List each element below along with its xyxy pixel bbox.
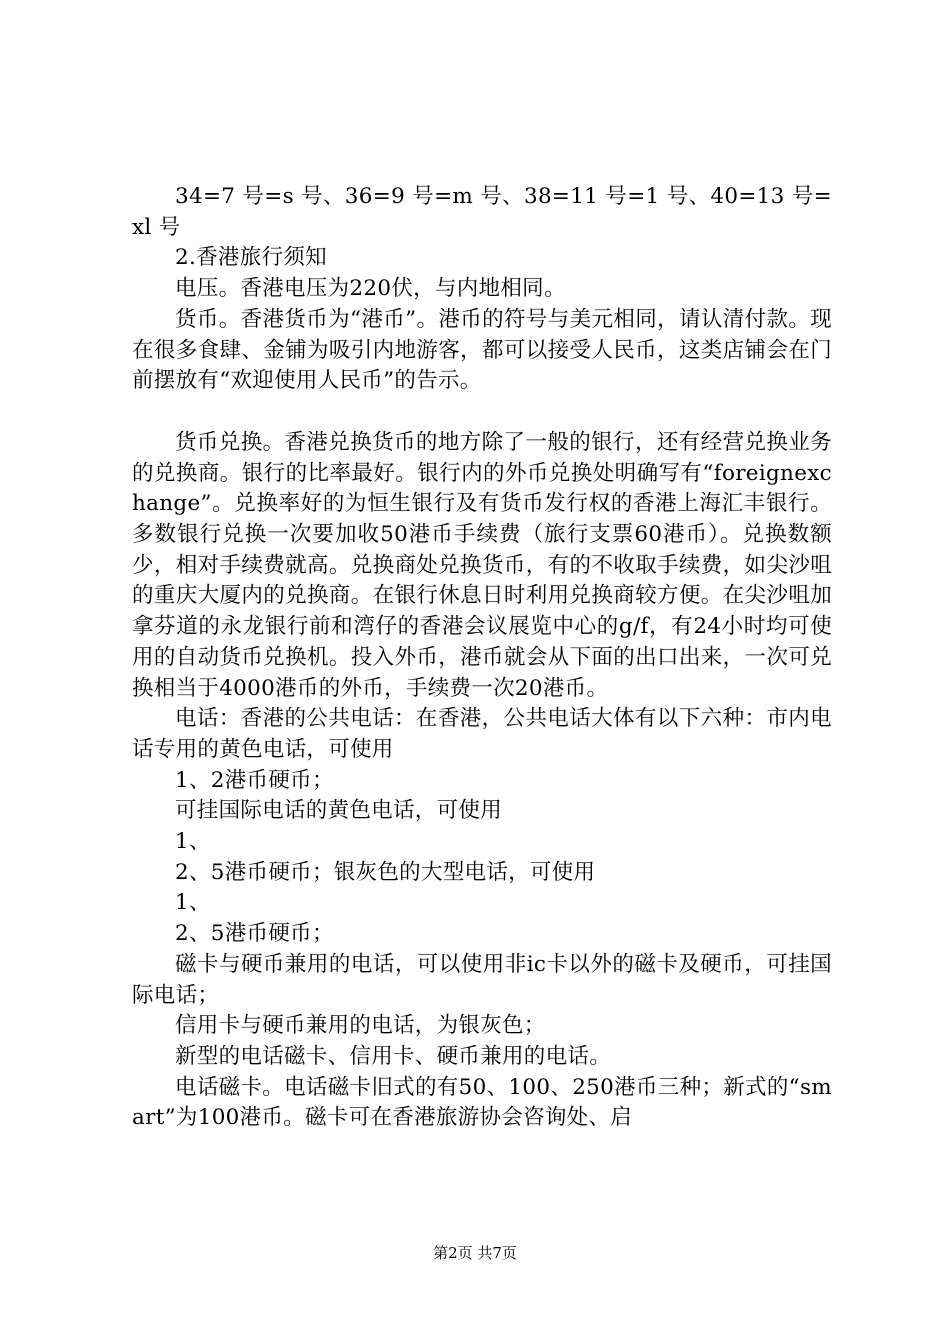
paragraph-exchange: 货币兑换。香港兑换货币的地方除了一般的银行，还有经营兑换业务的兑换商。银行的比率最好。银行内的外币兑换处明确写有“foreignexchange”。兑换率好的为恒生银行及有货币发行权的香港上海汇丰银行。多数银行兑换一次要加收50港币手续费（旅行支票60港币）。兑换数额少，相对手续费就高。兑换商处兑换货币，有的不收取手续费，如尖沙咀的重庆大厦内的兑换商。在银行休息日时利用兑换商较方便。在尖沙咀加拿芬道的永龙银行前和湾仔的香港会议展览中心的g/f，有24小时均可使用的自动货币兑换机。投入外币，港币就会从下面的出口出来，一次可兑换相当于4000港币的外币，手续费一次20港币。 xyxy=(132,429,832,701)
list-item: 磁卡与硬币兼用的电话，可以使用非ic卡以外的磁卡及硬币，可挂国际电话； xyxy=(132,951,832,1008)
section-heading: 2.香港旅行须知 xyxy=(175,245,327,271)
list-item: 新型的电话磁卡、信用卡、硬币兼用的电话。 xyxy=(175,1043,612,1069)
list-item: 1、 xyxy=(175,829,211,855)
document-body xyxy=(132,182,832,1134)
list-item: 信用卡与硬币兼用的电话，为银灰色； xyxy=(175,1013,546,1039)
paragraph-telephone: 电话：香港的公共电话：在香港，公共电话大体有以下六种：市内电话专用的黄色电话，可使用 xyxy=(132,706,832,762)
list-item: 1、2港币硬币； xyxy=(175,767,334,793)
paragraph-voltage: 电压。香港电压为220伏，与内地相同。 xyxy=(175,276,566,302)
paragraph-phonecard: 电话磁卡。电话磁卡旧式的有50、100、250港币三种；新式的“smart”为100港币。磁卡可在香港旅游协会咨询处、启 xyxy=(132,1074,832,1131)
paragraph-gap xyxy=(132,397,832,428)
paragraph-currency: 货币。香港货币为“港币”。港币的符号与美元相同，请认清付款。现在很多食肆、金铺为吸引内地游客，都可以接受人民币，这类店铺会在门前摆放有“欢迎使用人民币”的告示。 xyxy=(132,306,832,394)
paragraph-sizes: 34=7 号=s 号、36=9 号=m 号、38=11 号=1 号、40=13 号=xl 号 xyxy=(132,184,832,240)
page-number: 第2页 共7页 xyxy=(433,1244,517,1262)
list-item: 2、5港币硬币； xyxy=(175,921,334,947)
list-item: 1、 xyxy=(175,890,211,916)
list-item: 2、5港币硬币；银灰色的大型电话，可使用 xyxy=(175,859,596,885)
list-item: 可挂国际电话的黄色电话，可使用 xyxy=(175,798,503,824)
